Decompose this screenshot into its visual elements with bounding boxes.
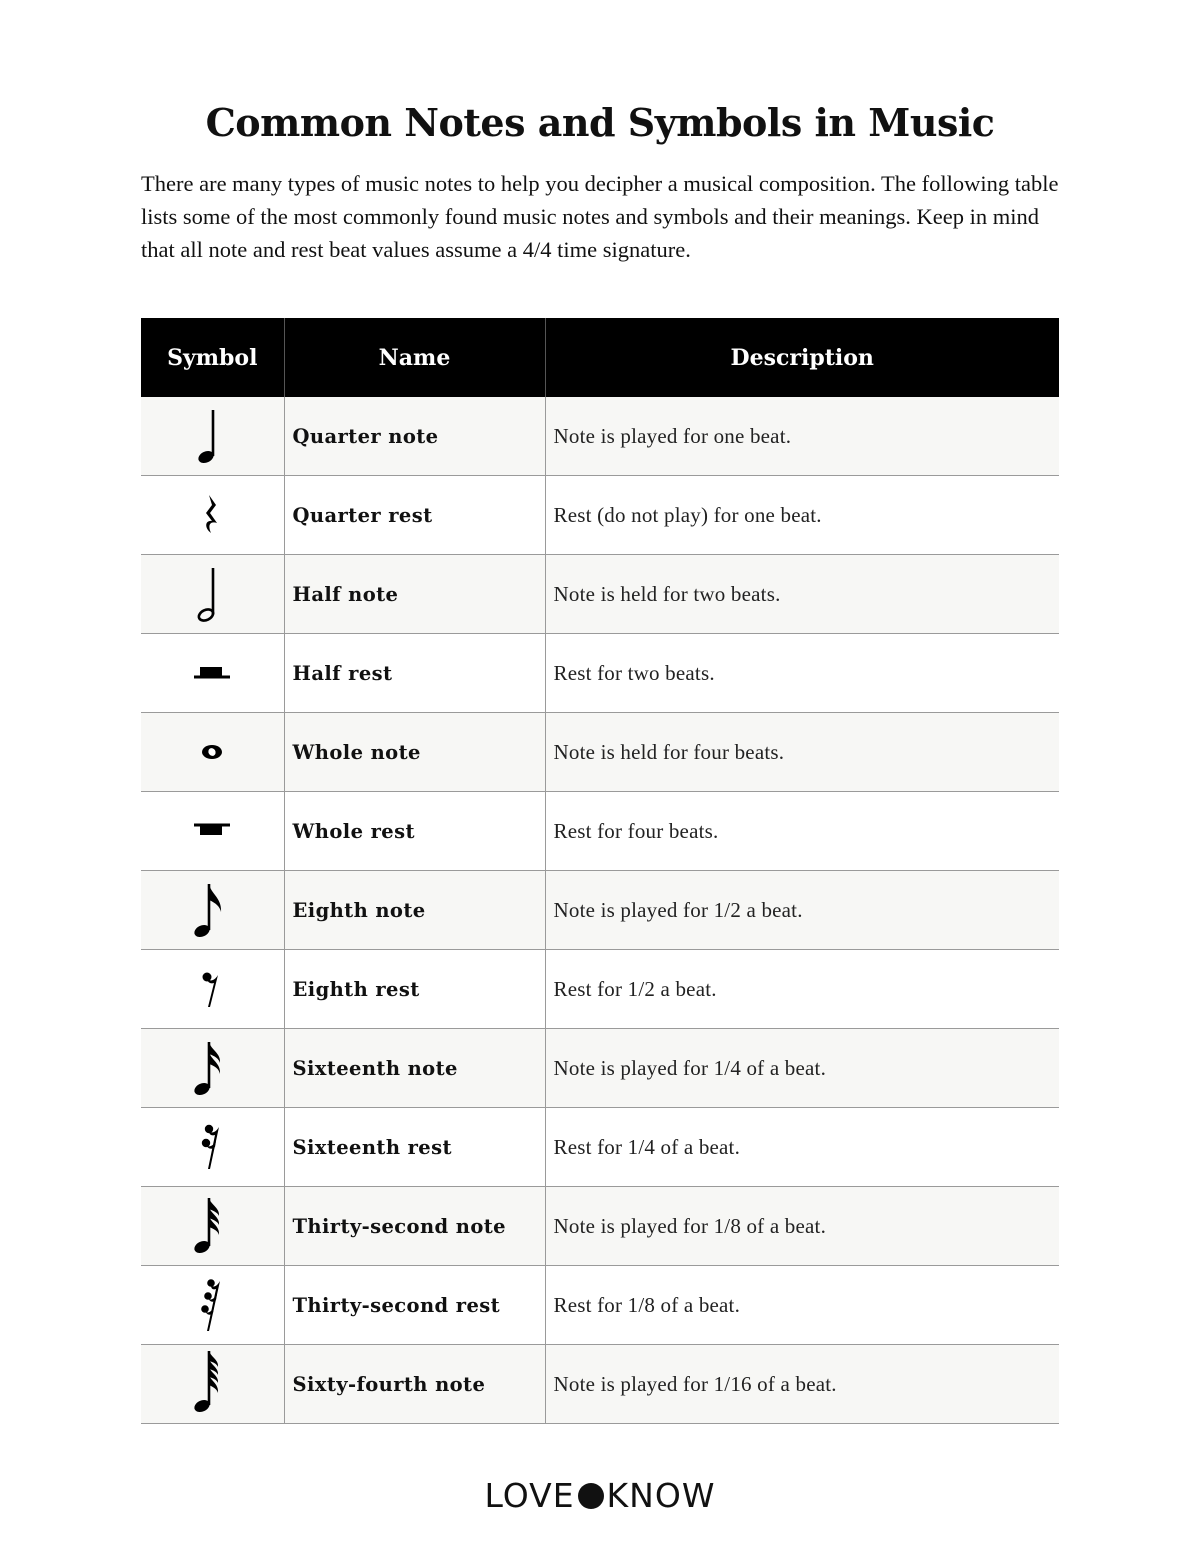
eighth-rest-icon — [192, 957, 232, 1021]
row-name: Quarter rest — [284, 476, 545, 555]
row-description: Note is played for one beat. — [545, 397, 1059, 476]
row-name: Whole rest — [284, 792, 545, 871]
table-row — [141, 397, 1059, 476]
row-description: Note is played for 1/2 a beat. — [545, 871, 1059, 950]
table-row — [141, 1108, 1059, 1187]
eighth-note-icon — [192, 878, 232, 942]
row-description: Note is held for two beats. — [545, 555, 1059, 634]
row-name: Sixteenth note — [284, 1029, 545, 1108]
table-row — [141, 792, 1059, 871]
row-description: Note is played for 1/8 of a beat. — [545, 1187, 1059, 1266]
row-description: Rest for two beats. — [545, 634, 1059, 713]
row-description: Rest for four beats. — [545, 792, 1059, 871]
sixty-fourth-note-icon — [192, 1349, 232, 1419]
row-name: Half note — [284, 555, 545, 634]
table-row — [141, 1345, 1059, 1424]
music-symbols-table — [141, 318, 1059, 1424]
row-description: Note is played for 1/4 of a beat. — [545, 1029, 1059, 1108]
table-row — [141, 1187, 1059, 1266]
row-description: Rest for 1/4 of a beat. — [545, 1108, 1059, 1187]
row-name: Whole note — [284, 713, 545, 792]
page-title: Common Notes and Symbols in Music — [205, 100, 995, 145]
logo-text-know: KNOW — [606, 1476, 716, 1515]
whole-rest-icon — [188, 799, 236, 863]
intro-paragraph: There are many types of music notes to help you decipher a musical composition. The following table lists some of the most commonly found music notes and symbols and their meanings. Keep in mind that all note and rest beat values assume a 4/4 time signature. — [141, 171, 1059, 262]
lovetoknow-logo — [0, 1476, 1200, 1515]
quarter-rest-icon — [192, 483, 232, 547]
header-name: Name — [284, 318, 545, 397]
table-row — [141, 871, 1059, 950]
whole-note-icon — [192, 720, 232, 784]
table-row — [141, 1266, 1059, 1345]
half-rest-icon — [188, 641, 236, 705]
row-description: Rest for 1/2 a beat. — [545, 950, 1059, 1029]
header-symbol: Symbol — [141, 318, 284, 397]
row-name: Sixty-fourth note — [284, 1345, 545, 1424]
row-name: Half rest — [284, 634, 545, 713]
row-name: Sixteenth rest — [284, 1108, 545, 1187]
table-row — [141, 555, 1059, 634]
sixteenth-note-icon — [192, 1036, 232, 1100]
row-name: Thirty-second note — [284, 1187, 545, 1266]
row-name: Thirty-second rest — [284, 1266, 545, 1345]
logo-dot-icon — [578, 1483, 604, 1509]
table-row — [141, 1029, 1059, 1108]
logo-text-love: LOVE — [484, 1476, 575, 1515]
table-row — [141, 476, 1059, 555]
table-row — [141, 634, 1059, 713]
sixteenth-rest-icon — [192, 1115, 232, 1179]
quarter-note-icon — [192, 404, 232, 468]
table-header-row — [141, 318, 1059, 397]
row-description: Note is played for 1/16 of a beat. — [545, 1345, 1059, 1424]
half-note-icon — [192, 562, 232, 626]
row-name: Quarter note — [284, 397, 545, 476]
row-name: Eighth note — [284, 871, 545, 950]
thirty-second-note-icon — [192, 1194, 232, 1258]
header-description: Description — [545, 318, 1059, 397]
table-row — [141, 713, 1059, 792]
row-description: Note is held for four beats. — [545, 713, 1059, 792]
row-description: Rest for 1/8 of a beat. — [545, 1266, 1059, 1345]
row-description: Rest (do not play) for one beat. — [545, 476, 1059, 555]
row-name: Eighth rest — [284, 950, 545, 1029]
thirty-second-rest-icon — [192, 1273, 232, 1337]
table-row — [141, 950, 1059, 1029]
